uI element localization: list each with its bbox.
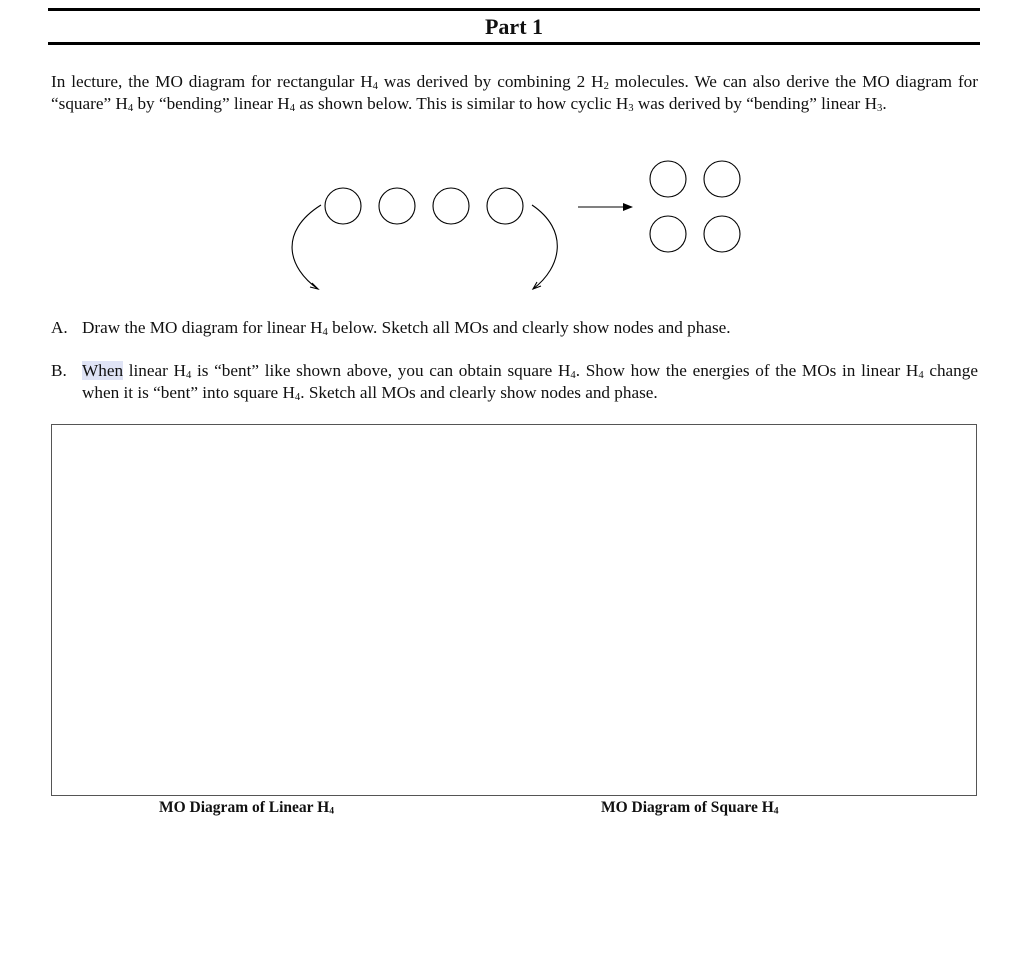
intro-text: . (882, 93, 887, 113)
question-a-letter: A. (51, 318, 68, 337)
linear-h-orbital-2 (379, 188, 415, 224)
question-a-text (82, 317, 978, 339)
caption-square-h4 (601, 798, 779, 818)
header-top-rule (48, 8, 980, 11)
intro-text: was derived by “bending” linear H (633, 93, 877, 113)
subscript: 4 (372, 80, 378, 92)
square-h-orbital-4 (704, 216, 740, 252)
intro-text: as shown below. This is similar to how cyclic H (295, 93, 629, 113)
intro-text: was derived by combining 2 H (378, 72, 604, 91)
subscript: 4 (570, 369, 576, 381)
answer-box[interactable] (51, 424, 977, 796)
subscript: 4 (294, 391, 301, 403)
subscript: 3 (628, 102, 634, 114)
subscript: 4 (773, 805, 779, 817)
page-title: Part 1 (484, 14, 544, 39)
bend-arrow-left (292, 205, 321, 289)
question-text: below. Sketch all MOs and clearly show nodes and phase. (327, 318, 731, 337)
question-text: . Show how the energies of the MOs in linear H (575, 361, 919, 380)
subscript: 4 (918, 369, 924, 381)
question-a (51, 317, 978, 339)
caption-linear-h4 (159, 798, 334, 818)
square-h-orbital-3 (650, 216, 686, 252)
bend-arrow-right (532, 205, 557, 289)
subscript: 4 (185, 369, 192, 381)
question-text: change when it is “bent” into square H (82, 361, 979, 402)
linear-h-orbital-3 (433, 188, 469, 224)
intro-text: molecules. We can also derive the MO diagram for “square” H (51, 72, 979, 113)
square-h-orbital-1 (650, 161, 686, 197)
intro-text: by “bending” linear H (133, 93, 290, 113)
linear-h-orbital-1 (325, 188, 361, 224)
question-b (51, 360, 978, 403)
caption-text: MO Diagram of Linear H (159, 799, 330, 816)
subscript: 4 (329, 805, 334, 817)
caption-text: MO Diagram of Square H (601, 799, 774, 816)
linear-h-orbital-4 (487, 188, 523, 224)
subscript: 4 (289, 102, 296, 114)
question-text: Draw the MO diagram for linear H (82, 318, 323, 337)
question-b-letter: B. (51, 361, 67, 380)
subscript: 4 (127, 102, 134, 114)
intro-text: In lecture, the MO diagram for rectangular H (51, 72, 373, 91)
square-h-orbital-2 (704, 161, 740, 197)
text-selection-highlight[interactable]: When (82, 361, 124, 380)
header-bottom-rule (48, 42, 980, 45)
question-text: . Sketch all MOs and clearly show nodes and phase. (300, 382, 658, 402)
question-b-text (82, 360, 978, 403)
subscript: 3 (876, 102, 883, 114)
question-text: linear H (123, 361, 186, 380)
question-text: is “bent” like shown above, you can obtain square H (191, 361, 571, 380)
bending-diagram (270, 150, 770, 300)
intro-paragraph (51, 71, 978, 114)
subscript: 2 (603, 80, 609, 92)
subscript: 4 (322, 326, 328, 338)
